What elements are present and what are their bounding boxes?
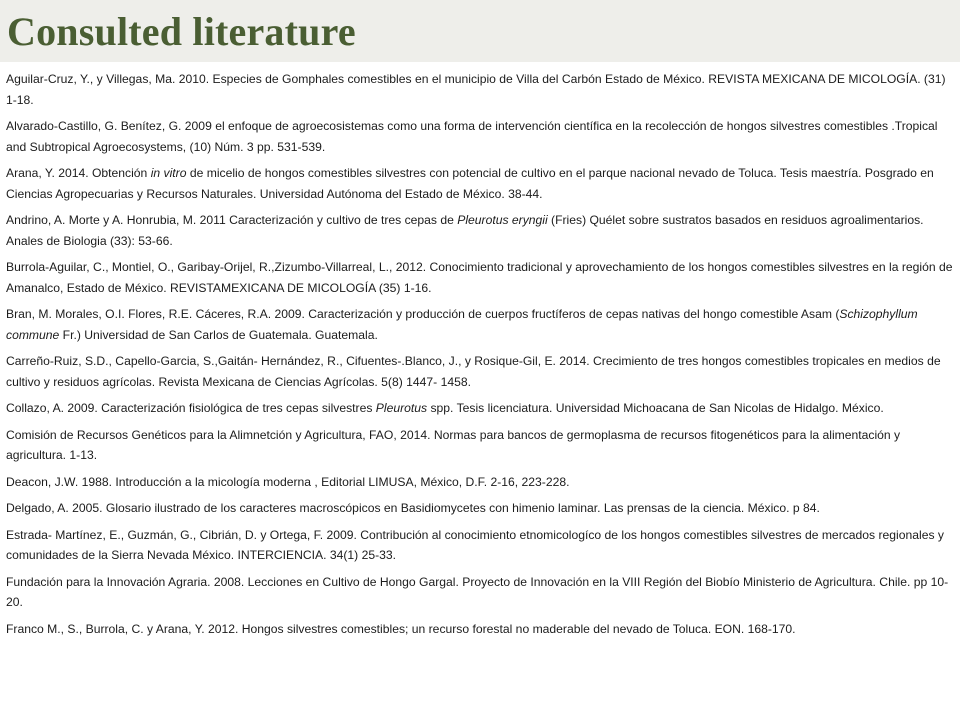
reference-text: spp. Tesis licenciatura. Universidad Michoacana de San Nicolas de Hidalgo. México. xyxy=(427,401,884,415)
reference-text: de micelio de hongos comestibles silvestres con potencial de cultivo en el parque nacional nevado de Toluca. Tesis maestría. Posgrado en Ciencias Agropecuarias y Recursos Naturales. Universidad Autónoma del Estado de México. 38-44. xyxy=(6,166,934,201)
reference-item xyxy=(6,525,956,566)
reference-text: (Fries) Quélet sobre sustratos basados en residuos agroalimentarios. Anales de Biologia (33): 53-66. xyxy=(6,213,924,248)
reference-text: Collazo, A. 2009. Caracterización fisiológica de tres cepas silvestres xyxy=(6,401,376,415)
reference-item xyxy=(6,572,956,613)
reference-item xyxy=(6,257,956,298)
reference-item xyxy=(6,498,956,519)
reference-text: Franco M., S., Burrola, C. y Arana, Y. 2012. Hongos silvestres comestibles; un recurso forestal no maderable del nevado de Toluca. EON. 168-170. xyxy=(6,621,796,636)
italic-term: in vitro xyxy=(150,166,187,180)
italic-term: Pleurotus xyxy=(375,401,428,415)
reference-item xyxy=(6,398,956,419)
italic-term: Pleurotus eryngii xyxy=(457,213,548,227)
reference-text: Andrino, A. Morte y A. Honrubia, M. 2011 Caracterización y cultivo de tres cepas de xyxy=(6,213,458,227)
reference-text: Aguilar-Cruz, Y., y Villegas, Ma. 2010. Especies de Gomphales comestibles en el municipio de Villa del Carbón Estado de México. REVISTA MEXICANA DE MICOLOGÍA. (31) 1-18. xyxy=(6,72,946,107)
reference-text: Fundación para la Innovación Agraria. 2008. Lecciones en Cultivo de Hongo Gargal. Proyecto de Innovación en la VIII Región del Biobío Ministerio de Agricultura. Chile. pp 10-20. xyxy=(6,574,949,609)
reference-item xyxy=(6,116,956,157)
reference-item xyxy=(6,619,956,640)
reference-item xyxy=(6,304,956,345)
italic-term: Schizophyllum commune xyxy=(6,307,918,342)
reference-item xyxy=(6,163,956,204)
page-title: Consulted literature xyxy=(7,9,356,54)
reference-text: Deacon, J.W. 1988. Introducción a la micología moderna , Editorial LIMUSA, México, D.F. 2-16, 223-228. xyxy=(6,474,570,489)
title-bar xyxy=(0,0,960,62)
reference-text: Burrola-Aguilar, C., Montiel, O., Garibay-Orijel, R.,Zizumbo-Villarreal, L., 2012. Conocimiento tradicional y aprovechamiento de los hongos comestibles silvestres en la región de Amanalco, Estado de México. REVISTAMEXICANA DE MICOLOGÍA (35) 1-16. xyxy=(6,260,953,295)
reference-text: Alvarado-Castillo, G. Benítez, G. 2009 el enfoque de agroecosistemas como una forma de intervención científica en la recolección de hongos silvestres comestibles .Tropical and Subtropical Agroecosystems, (10) Núm. 3 pp. 531-539. xyxy=(6,119,938,154)
reference-item xyxy=(6,351,956,392)
reference-text: Carreño-Ruiz, S.D., Capello-Garcia, S.,Gaitán- Hernández, R., Cifuentes-.Blanco, J., y Rosique-Gil, E. 2014. Crecimiento de tres hongos comestibles tropicales en medios de cultivo y residuos agrícolas. Revista Mexicana de Ciencias Agrícolas. 5(8) 1447- 1458. xyxy=(6,354,941,389)
reference-text: Comisión de Recursos Genéticos para la Alimnetción y Agricultura, FAO, 2014. Normas para bancos de germoplasma de recursos fitogenéticos para la alimentación y agricultura. 1-13. xyxy=(6,427,901,462)
reference-text: Estrada- Martínez, E., Guzmán, G., Cibrián, D. y Ortega, F. 2009. Contribución al conocimiento etnomicologíco de los hongos comestibles silvestres de mercados regionales y comunidades de la Sierra Nevada México. INTERCIENCIA. 34(1) 25-33. xyxy=(6,527,944,562)
reference-item xyxy=(6,69,956,110)
reference-item xyxy=(6,472,956,493)
reference-text: Bran, M. Morales, O.I. Flores, R.E. Cáceres, R.A. 2009. Caracterización y producción de cuerpos fructíferos de cepas nativas del hongo comestible Asam ( xyxy=(6,307,840,321)
reference-item xyxy=(6,425,956,466)
reference-item xyxy=(6,210,956,251)
reference-text: Delgado, A. 2005. Glosario ilustrado de los caracteres macroscópicos en Basidiomycetes con himenio laminar. Las prensas de la ciencia. México. p 84. xyxy=(6,501,820,515)
reference-text: Fr.) Universidad de San Carlos de Guatemala. Guatemala. xyxy=(59,327,378,342)
reference-text: Arana, Y. 2014. Obtención xyxy=(6,166,151,180)
reference-list xyxy=(6,69,956,645)
